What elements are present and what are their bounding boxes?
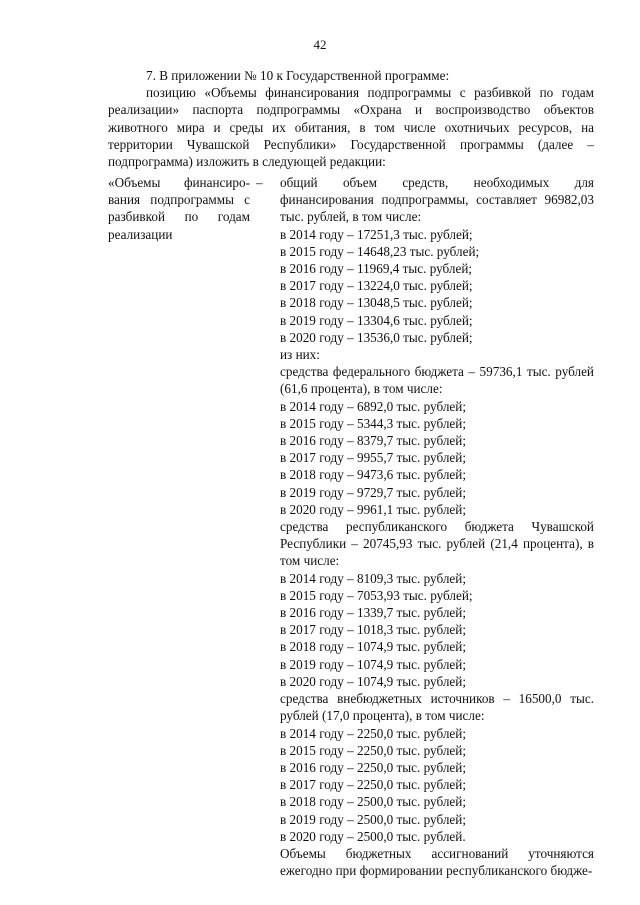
year-amount-line: в 2020 году – 1074,9 тыс. рублей;	[280, 673, 466, 689]
year-amount-line: в 2017 году – 13224,0 тыс. рублей;	[280, 278, 473, 294]
republic-funding-text: средства республиканского бюджета Чувашской Республики – 20745,93 тыс. рублей (21,4 процента), в том числе:	[280, 519, 594, 569]
position-label-line: разбивкой по годам	[108, 209, 250, 225]
year-amount-line: в 2014 году – 17251,3 тыс. рублей;	[280, 226, 473, 242]
year-amount-line: в 2015 году – 7053,93 тыс. рублей;	[280, 587, 473, 603]
year-amount-line: в 2015 году – 5344,3 тыс. рублей;	[280, 415, 466, 431]
federal-funding-text: средства федерального бюджета – 59736,1 тыс. рублей (61,6 процента), в том числе:	[280, 364, 594, 397]
year-amount-line: в 2017 году – 2250,0 тыс. рублей;	[280, 777, 466, 793]
year-amount-line: в 2018 году – 9473,6 тыс. рублей;	[280, 467, 466, 483]
year-amount-line: в 2015 году – 14648,23 тыс. рублей;	[280, 243, 480, 259]
page-number: 42	[313, 37, 327, 52]
year-amount-line: в 2016 году – 2250,0 тыс. рублей;	[280, 759, 466, 775]
year-amount-line: в 2018 году – 2500,0 тыс. рублей;	[280, 794, 466, 810]
year-amount-line: в 2016 году – 11969,4 тыс. рублей;	[280, 261, 473, 277]
of-them-label: из них:	[280, 347, 320, 363]
year-amount-line: в 2020 году – 13536,0 тыс. рублей;	[280, 329, 473, 345]
separator-dash: –	[256, 175, 263, 190]
extrabudget-years-list	[280, 725, 594, 845]
position-label	[108, 174, 250, 243]
year-amount-line: в 2019 году – 13304,6 тыс. рублей;	[280, 312, 473, 328]
year-amount-line: в 2019 году – 2500,0 тыс. рублей;	[280, 811, 466, 827]
position-label-line: «Объемы финансиро-	[108, 175, 250, 190]
year-amount-line: в 2014 году – 8109,3 тыс. рублей;	[280, 570, 466, 586]
intro-heading: 7. В приложении № 10 к Государственной программе:	[146, 68, 450, 83]
total-funding-text: общий объем средств, необходимых для финансирования подпрограммы, составляет 96982,03 тыс. рублей, в том числе:	[280, 175, 594, 225]
year-amount-line: в 2019 году – 9729,7 тыс. рублей;	[280, 484, 466, 500]
extrabudget-funding-text: средства внебюджетных источников – 16500,0 тыс. рублей (17,0 процента), в том числе:	[280, 691, 594, 724]
position-content	[280, 174, 594, 879]
total-years-list	[280, 226, 594, 346]
year-amount-line: в 2015 году – 2250,0 тыс. рублей;	[280, 742, 466, 758]
federal-years-list	[280, 398, 594, 518]
year-amount-line: в 2014 году – 2250,0 тыс. рублей;	[280, 725, 466, 741]
year-amount-line: в 2018 году – 1074,9 тыс. рублей;	[280, 639, 466, 655]
year-amount-line: в 2014 году – 6892,0 тыс. рублей;	[280, 398, 466, 414]
republic-years-list	[280, 570, 594, 690]
year-amount-line: в 2018 году – 13048,5 тыс. рублей;	[280, 295, 473, 311]
year-amount-line: в 2020 году – 9961,1 тыс. рублей;	[280, 501, 466, 517]
position-label-line: вания подпрограммы с	[108, 192, 250, 208]
intro-section	[108, 67, 594, 170]
year-amount-line: в 2017 году – 9955,7 тыс. рублей;	[280, 450, 466, 466]
closing-text: Объемы бюджетных ассигнований уточняются ежегодно при формировании республиканского бюдже-	[280, 845, 594, 879]
year-amount-line: в 2016 году – 8379,7 тыс. рублей;	[280, 433, 466, 449]
position-label-line: реализации	[108, 226, 173, 242]
year-amount-line: в 2017 году – 1018,3 тыс. рублей;	[280, 622, 466, 638]
year-amount-line: в 2020 году – 2500,0 тыс. рублей.	[280, 828, 466, 844]
intro-paragraph: позицию «Объемы финансирования подпрограммы с разбивкой по годам реализации» паспорта подпрограммы «Охрана и воспроизводство объектов животного мира и среды их обитания, в том числе охотничьих ресурсов, на территории Чувашской Республики» Государственной программы (далее – подпрограмма) изложить в следующей редакции:	[108, 85, 594, 170]
year-amount-line: в 2016 году – 1339,7 тыс. рублей;	[280, 605, 466, 621]
year-amount-line: в 2019 году – 1074,9 тыс. рублей;	[280, 656, 466, 672]
